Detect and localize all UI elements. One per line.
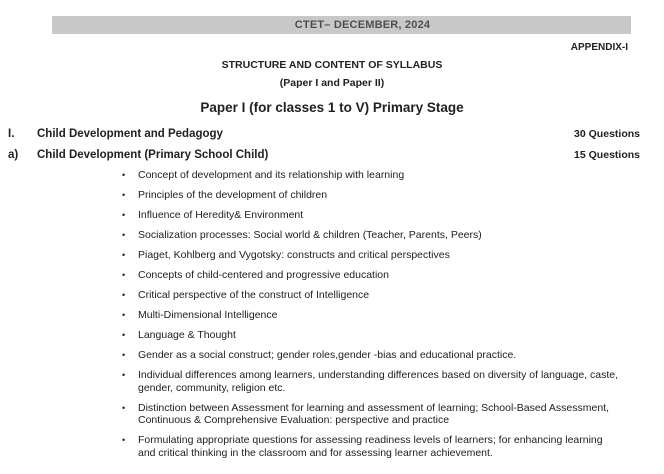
list-item xyxy=(122,349,664,362)
topic-text: Socialization processes: Social world & children (Teacher, Parents, Peers) xyxy=(138,229,482,241)
bullet-icon xyxy=(122,269,138,282)
bullet-icon xyxy=(122,309,138,322)
section-numeral: I. xyxy=(8,128,15,140)
syllabus-title: STRUCTURE AND CONTENT OF SYLLABUS xyxy=(221,59,443,71)
section-numeral: a) xyxy=(8,149,19,161)
section-question-count: 30 Questions xyxy=(574,128,640,140)
topic-text: Piaget, Kohlberg and Vygotsky: constructs and critical perspectives xyxy=(138,249,450,261)
appendix-label: APPENDIX-I xyxy=(570,42,628,53)
list-item xyxy=(122,269,664,282)
topic-text: Principles of the development of children xyxy=(138,189,328,201)
banner-title: CTET– DECEMBER, 2024 xyxy=(294,19,431,31)
document-page xyxy=(0,16,664,474)
list-item xyxy=(122,249,664,262)
topic-text: Multi-Dimensional Intelligence xyxy=(138,309,278,321)
bullet-icon xyxy=(122,369,138,394)
topic-text: Language & Thought xyxy=(138,329,236,341)
section-question-count: 15 Questions xyxy=(574,149,640,161)
list-item xyxy=(122,369,664,394)
bullet-icon xyxy=(122,402,138,427)
bullet-icon xyxy=(122,289,138,302)
list-item xyxy=(122,402,664,427)
bullet-icon xyxy=(122,329,138,342)
syllabus-subtitle: (Paper I and Paper II) xyxy=(279,77,385,89)
bullet-icon xyxy=(122,189,138,202)
list-item xyxy=(122,434,664,459)
bullet-icon xyxy=(122,229,138,242)
bullet-icon xyxy=(122,249,138,262)
bullet-icon xyxy=(122,349,138,362)
topic-text: Concepts of child-centered and progressive education xyxy=(138,269,389,281)
list-item xyxy=(122,209,664,222)
topic-text: Formulating appropriate questions for assessing readiness levels of learners; for enhancing learning and critical thinking in the classroom and for assessing learner achievement. xyxy=(138,434,603,459)
paper-heading: Paper I (for classes 1 to V) Primary Stage xyxy=(200,100,464,115)
bullet-icon xyxy=(122,169,138,182)
list-item xyxy=(122,169,664,182)
header-banner xyxy=(52,16,631,34)
topic-text: Concept of development and its relationship with learning xyxy=(138,169,405,181)
topic-text: Critical perspective of the construct of Intelligence xyxy=(138,289,370,301)
topic-text: Influence of Heredity& Environment xyxy=(138,209,304,221)
topic-text: Distinction between Assessment for learning and assessment of learning; School-Based Assessment, Continuous & Comprehensive Evaluation: perspective and practice xyxy=(138,401,609,426)
list-item xyxy=(122,189,664,202)
list-item xyxy=(122,309,664,322)
topic-text: Gender as a social construct; gender roles,gender -bias and educational practice. xyxy=(138,349,517,361)
section-title: Child Development and Pedagogy xyxy=(37,128,223,140)
section-row-child-development xyxy=(8,149,640,161)
list-item xyxy=(122,229,664,242)
list-item xyxy=(122,289,664,302)
topic-text: Individual differences among learners, understanding differences based on diversity of language, caste, gender, community, religion etc. xyxy=(138,369,619,394)
bullet-icon xyxy=(122,209,138,222)
section-row-child-development-pedagogy xyxy=(8,128,640,140)
section-title: Child Development (Primary School Child) xyxy=(37,149,269,161)
list-item xyxy=(122,329,664,342)
bullet-icon xyxy=(122,434,138,459)
topic-list xyxy=(122,169,664,459)
